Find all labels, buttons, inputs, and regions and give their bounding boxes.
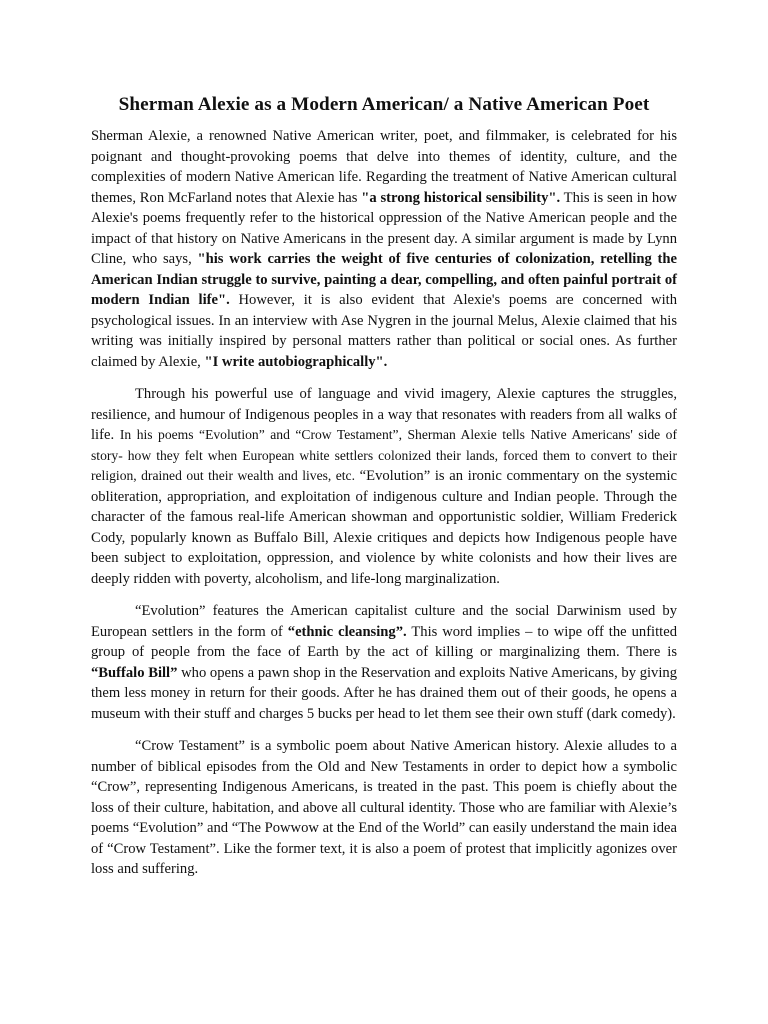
paragraph-1-run-3: This is seen in how Alexie's poems frequently refer to the historical oppression of the Native American people and the impact of that history on Native Americans in the present day. A similar argument is made by Lynn Cline, who says, bbox=[91, 189, 678, 267]
paragraph-1-run-5: However, it is also evident that Alexie's poems are concerned with psychological issues. In an interview with Ase Nygren in the journal Melus, Alexie claimed that his writing was initially inspired by personal matters rather than political or social ones. As further claimed by Alexie, bbox=[91, 292, 677, 370]
document-title: Sherman Alexie as a Modern American/ a Native American Poet bbox=[118, 94, 650, 115]
paragraph-4 bbox=[91, 736, 677, 880]
paragraph-2-run-2: In his poems “Evolution” and “Crow Testament”, Sherman Alexie tells Native Americans' side of story- how they felt when European white settlers colonized their lands, forced them to convert to their religion, drained out their wealth and lives, etc. bbox=[91, 427, 678, 483]
paragraph-1-quote-cline: "his work carries the weight of five centuries of colonization, retelling the American Indian struggle to survive, painting a dear, compelling, and often painful portrait of modern Indian life". bbox=[91, 251, 677, 308]
paragraph-1-run-1: Sherman Alexie, a renowned Native American writer, poet, and filmmaker, is celebrated for his poignant and thought-provoking poems that delve into themes of identity, culture, and the complexities of modern Native American life. Regarding the treatment of Native American cultural themes, Ron McFarland notes that Alexie has bbox=[91, 128, 677, 206]
paragraph-1-quote-mcfarland: "a strong historical sensibility". bbox=[361, 189, 561, 206]
paragraph-1-quote-alexie: "I write autobiographically". bbox=[204, 353, 388, 370]
paragraph-2-run-3: “Evolution” is an ironic commentary on the systemic obliteration, appropriation, and exploitation of indigenous culture and Indian people. Through the character of the famous real-life American showman and opportunistic soldier, William Frederick Cody, popularly known as Buffalo Bill, Alexie critiques and depicts how Indigenous people have been subject to exploitation, oppression, and violence by white colonists and how their lives are deeply ridden with poverty, alcoholism, and life-long marginalization. bbox=[91, 468, 677, 587]
paragraph-4-run-1: “Crow Testament” is a symbolic poem about Native American history. Alexie alludes to a number of biblical episodes from the Old and New Testaments in order to depict how a symbolic “Crow”, representing Indigenous Americans, is treated in the past. This poem is chiefly about the loss of their culture, habitation, and above all cultural identity. Those who are familiar with Alexie’s poems “Evolution” and “The Powwow at the End of the World” can easily understand the main idea of “Crow Testament”. Like the former text, it is also a poem of protest that implicitly agonizes over loss and suffering. bbox=[91, 738, 677, 877]
paragraph-3-run-3: This word implies – to wipe off the unfitted group of people from the face of Earth by the act of killing or marginalizing them. There is bbox=[91, 623, 677, 660]
paragraph-3-ethnic-cleansing: “ethnic cleansing”. bbox=[287, 623, 407, 640]
paragraph-2 bbox=[91, 384, 677, 589]
paragraph-2-run-1: Through his powerful use of language and vivid imagery, Alexie captures the struggles, resilience, and humour of Indigenous peoples in a way that resonates with readers from all walks of life. bbox=[91, 386, 677, 443]
paragraph-3-run-5: who opens a pawn shop in the Reservation and exploits Native Americans, by giving them less money in return for their goods. After he has drained them out of their goods, he opens a museum with their stuff and charges 5 bucks per head to let them see their own stuff (dark comedy). bbox=[91, 664, 677, 722]
paragraph-1 bbox=[91, 126, 677, 372]
paragraph-3 bbox=[91, 601, 677, 724]
paragraph-3-buffalo-bill: “Buffalo Bill” bbox=[91, 664, 178, 681]
paragraph-3-run-1: “Evolution” features the American capitalist culture and the social Darwinism used by European settlers in the form of bbox=[91, 603, 677, 640]
